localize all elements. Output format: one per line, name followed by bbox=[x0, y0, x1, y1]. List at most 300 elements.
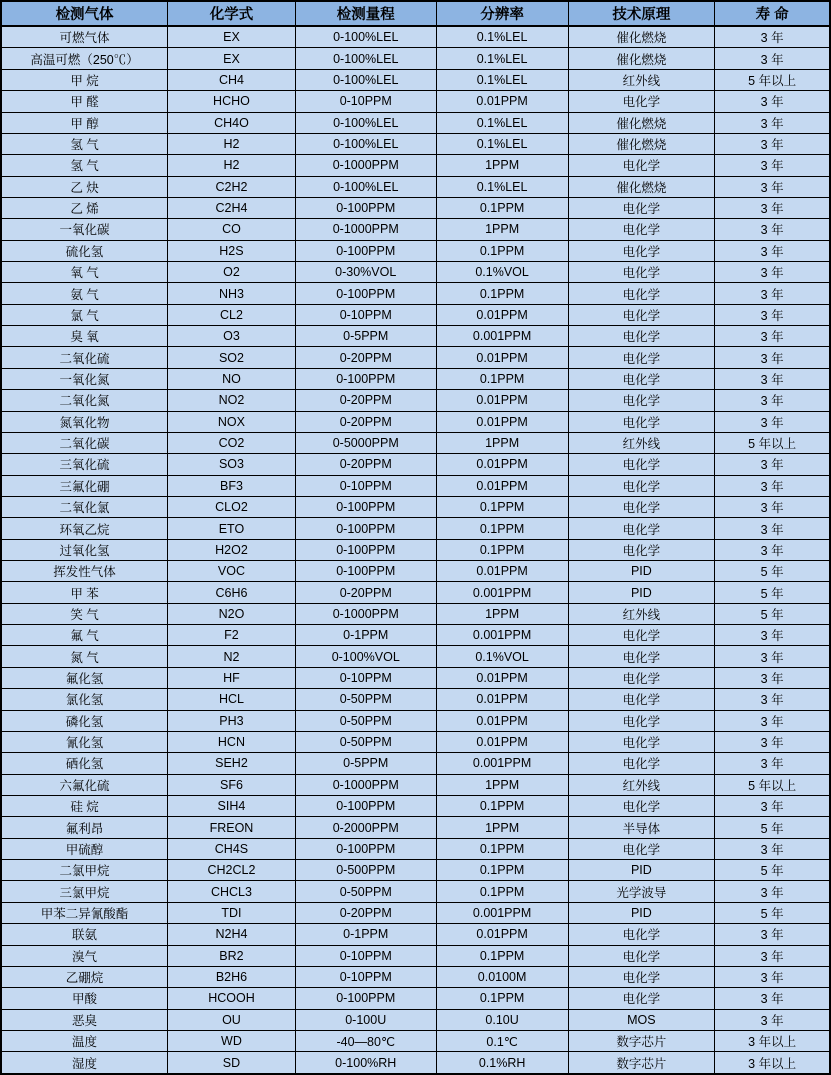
table-cell-formula: O2 bbox=[168, 262, 296, 283]
table-body bbox=[1, 26, 830, 1074]
table-cell-principle: 电化学 bbox=[568, 924, 715, 945]
table-cell-lifespan: 3 年 bbox=[715, 475, 830, 496]
table-cell-formula: VOC bbox=[168, 561, 296, 582]
table-cell-gas: 三氧化硫 bbox=[1, 454, 168, 475]
table-cell-range: 0-10PPM bbox=[295, 945, 436, 966]
table-cell-principle: 电化学 bbox=[568, 91, 715, 112]
table-cell-formula: SIH4 bbox=[168, 796, 296, 817]
table-row bbox=[1, 432, 830, 453]
table-cell-range: 0-100%VOL bbox=[295, 646, 436, 667]
table-cell-gas: 二氧化氮 bbox=[1, 390, 168, 411]
table-cell-range: 0-10PPM bbox=[295, 966, 436, 987]
table-cell-gas: 环氧乙烷 bbox=[1, 518, 168, 539]
table-cell-range: 0-1000PPM bbox=[295, 155, 436, 176]
table-cell-formula: BR2 bbox=[168, 945, 296, 966]
table-cell-range: 0-1000PPM bbox=[295, 774, 436, 795]
table-cell-resolution: 0.01PPM bbox=[436, 689, 568, 710]
table-row bbox=[1, 390, 830, 411]
table-row bbox=[1, 496, 830, 517]
table-cell-resolution: 0.01PPM bbox=[436, 561, 568, 582]
table-cell-formula: N2O bbox=[168, 603, 296, 624]
table-cell-principle: 催化燃烧 bbox=[568, 176, 715, 197]
table-cell-resolution: 0.1PPM bbox=[436, 860, 568, 881]
table-cell-gas: 氮氧化物 bbox=[1, 411, 168, 432]
table-cell-gas: 湿度 bbox=[1, 1052, 168, 1074]
table-cell-lifespan: 3 年 bbox=[715, 368, 830, 389]
table-cell-lifespan: 3 年以上 bbox=[715, 1030, 830, 1051]
table-cell-range: 0-20PPM bbox=[295, 582, 436, 603]
table-cell-range: 0-20PPM bbox=[295, 411, 436, 432]
table-cell-range: 0-1000PPM bbox=[295, 603, 436, 624]
table-row bbox=[1, 796, 830, 817]
column-header-formula: 化学式 bbox=[168, 1, 296, 26]
table-cell-gas: 甲 醛 bbox=[1, 91, 168, 112]
table-cell-range: 0-100%LEL bbox=[295, 112, 436, 133]
table-row bbox=[1, 1052, 830, 1074]
table-cell-lifespan: 3 年 bbox=[715, 26, 830, 48]
table-cell-principle: 电化学 bbox=[568, 646, 715, 667]
table-cell-resolution: 0.01PPM bbox=[436, 475, 568, 496]
table-cell-lifespan: 3 年 bbox=[715, 219, 830, 240]
table-row bbox=[1, 283, 830, 304]
table-cell-formula: H2 bbox=[168, 155, 296, 176]
table-cell-lifespan: 3 年 bbox=[715, 155, 830, 176]
table-cell-formula: SD bbox=[168, 1052, 296, 1074]
table-cell-lifespan: 3 年 bbox=[715, 753, 830, 774]
table-cell-principle: 电化学 bbox=[568, 496, 715, 517]
table-cell-lifespan: 3 年 bbox=[715, 133, 830, 154]
table-cell-resolution: 0.1%VOL bbox=[436, 646, 568, 667]
table-cell-principle: PID bbox=[568, 902, 715, 923]
table-cell-formula: CH2CL2 bbox=[168, 860, 296, 881]
table-cell-principle: 电化学 bbox=[568, 689, 715, 710]
table-cell-lifespan: 3 年 bbox=[715, 197, 830, 218]
table-cell-resolution: 0.01PPM bbox=[436, 390, 568, 411]
table-cell-resolution: 0.1PPM bbox=[436, 240, 568, 261]
table-cell-formula: C2H2 bbox=[168, 176, 296, 197]
table-cell-formula: OU bbox=[168, 1009, 296, 1030]
table-row bbox=[1, 133, 830, 154]
table-cell-principle: 电化学 bbox=[568, 390, 715, 411]
table-cell-range: 0-50PPM bbox=[295, 881, 436, 902]
table-cell-principle: 催化燃烧 bbox=[568, 48, 715, 69]
table-cell-principle: 电化学 bbox=[568, 753, 715, 774]
table-cell-gas: 温度 bbox=[1, 1030, 168, 1051]
table-cell-formula: WD bbox=[168, 1030, 296, 1051]
table-cell-range: 0-100PPM bbox=[295, 197, 436, 218]
table-cell-lifespan: 3 年 bbox=[715, 625, 830, 646]
table-cell-principle: 电化学 bbox=[568, 966, 715, 987]
table-cell-principle: 电化学 bbox=[568, 475, 715, 496]
table-cell-lifespan: 3 年 bbox=[715, 1009, 830, 1030]
table-cell-range: 0-1PPM bbox=[295, 924, 436, 945]
table-row bbox=[1, 902, 830, 923]
table-row bbox=[1, 646, 830, 667]
table-cell-lifespan: 3 年 bbox=[715, 796, 830, 817]
table-cell-principle: 电化学 bbox=[568, 945, 715, 966]
table-cell-resolution: 0.01PPM bbox=[436, 347, 568, 368]
table-cell-range: 0-100%LEL bbox=[295, 133, 436, 154]
table-cell-principle: 电化学 bbox=[568, 518, 715, 539]
table-cell-gas: 氯化氢 bbox=[1, 689, 168, 710]
table-row bbox=[1, 26, 830, 48]
table-row bbox=[1, 368, 830, 389]
table-cell-gas: 三氟化硼 bbox=[1, 475, 168, 496]
table-cell-formula: C2H4 bbox=[168, 197, 296, 218]
table-cell-gas: 乙 烯 bbox=[1, 197, 168, 218]
table-cell-gas: 氧 气 bbox=[1, 262, 168, 283]
table-cell-lifespan: 3 年 bbox=[715, 988, 830, 1009]
table-cell-resolution: 0.0100M bbox=[436, 966, 568, 987]
table-cell-lifespan: 3 年 bbox=[715, 646, 830, 667]
table-cell-formula: H2O2 bbox=[168, 539, 296, 560]
table-cell-range: 0-50PPM bbox=[295, 731, 436, 752]
table-cell-lifespan: 3 年 bbox=[715, 731, 830, 752]
table-cell-gas: 挥发性气体 bbox=[1, 561, 168, 582]
table-cell-resolution: 0.1PPM bbox=[436, 518, 568, 539]
table-cell-resolution: 0.01PPM bbox=[436, 411, 568, 432]
table-cell-formula: SO2 bbox=[168, 347, 296, 368]
table-cell-range: 0-2000PPM bbox=[295, 817, 436, 838]
table-cell-gas: 联氨 bbox=[1, 924, 168, 945]
table-cell-principle: 红外线 bbox=[568, 774, 715, 795]
table-row bbox=[1, 69, 830, 90]
table-cell-lifespan: 3 年 bbox=[715, 240, 830, 261]
table-cell-lifespan: 5 年以上 bbox=[715, 69, 830, 90]
table-cell-principle: 催化燃烧 bbox=[568, 26, 715, 48]
table-cell-resolution: 0.01PPM bbox=[436, 454, 568, 475]
table-cell-gas: 硫化氢 bbox=[1, 240, 168, 261]
table-row bbox=[1, 539, 830, 560]
table-cell-formula: NO bbox=[168, 368, 296, 389]
table-cell-principle: 电化学 bbox=[568, 347, 715, 368]
table-cell-range: 0-100U bbox=[295, 1009, 436, 1030]
table-cell-gas: 乙硼烷 bbox=[1, 966, 168, 987]
table-cell-formula: BF3 bbox=[168, 475, 296, 496]
table-cell-formula: CHCL3 bbox=[168, 881, 296, 902]
table-cell-principle: 红外线 bbox=[568, 603, 715, 624]
table-cell-formula: HCHO bbox=[168, 91, 296, 112]
table-cell-lifespan: 5 年 bbox=[715, 860, 830, 881]
table-cell-lifespan: 3 年 bbox=[715, 48, 830, 69]
table-cell-range: 0-30%VOL bbox=[295, 262, 436, 283]
table-row bbox=[1, 838, 830, 859]
table-cell-resolution: 0.1PPM bbox=[436, 197, 568, 218]
table-cell-formula: H2 bbox=[168, 133, 296, 154]
table-cell-range: 0-20PPM bbox=[295, 390, 436, 411]
table-cell-formula: NOX bbox=[168, 411, 296, 432]
table-cell-lifespan: 5 年 bbox=[715, 582, 830, 603]
table-cell-gas: 硅 烷 bbox=[1, 796, 168, 817]
table-cell-resolution: 1PPM bbox=[436, 432, 568, 453]
table-cell-principle: 电化学 bbox=[568, 411, 715, 432]
table-cell-range: 0-100PPM bbox=[295, 561, 436, 582]
table-row bbox=[1, 411, 830, 432]
table-cell-resolution: 1PPM bbox=[436, 774, 568, 795]
table-cell-formula: HCN bbox=[168, 731, 296, 752]
table-row bbox=[1, 860, 830, 881]
table-cell-formula: HCOOH bbox=[168, 988, 296, 1009]
table-cell-formula: F2 bbox=[168, 625, 296, 646]
table-cell-resolution: 0.1PPM bbox=[436, 283, 568, 304]
table-cell-range: 0-1000PPM bbox=[295, 219, 436, 240]
table-cell-resolution: 0.01PPM bbox=[436, 91, 568, 112]
table-cell-range: 0-10PPM bbox=[295, 475, 436, 496]
table-row bbox=[1, 710, 830, 731]
table-cell-formula: B2H6 bbox=[168, 966, 296, 987]
table-cell-range: 0-100%RH bbox=[295, 1052, 436, 1074]
table-cell-lifespan: 3 年 bbox=[715, 283, 830, 304]
table-cell-resolution: 0.1%VOL bbox=[436, 262, 568, 283]
table-cell-range: 0-100PPM bbox=[295, 796, 436, 817]
table-cell-resolution: 0.1PPM bbox=[436, 988, 568, 1009]
table-cell-gas: 二氧化硫 bbox=[1, 347, 168, 368]
table-cell-range: 0-20PPM bbox=[295, 902, 436, 923]
table-cell-formula: SO3 bbox=[168, 454, 296, 475]
table-cell-principle: 电化学 bbox=[568, 197, 715, 218]
table-cell-resolution: 1PPM bbox=[436, 219, 568, 240]
table-cell-lifespan: 5 年 bbox=[715, 817, 830, 838]
table-cell-principle: 电化学 bbox=[568, 539, 715, 560]
table-header bbox=[1, 1, 830, 26]
table-cell-resolution: 0.1%LEL bbox=[436, 48, 568, 69]
table-cell-formula: N2 bbox=[168, 646, 296, 667]
table-cell-resolution: 0.01PPM bbox=[436, 710, 568, 731]
table-cell-range: 0-100PPM bbox=[295, 368, 436, 389]
table-cell-resolution: 1PPM bbox=[436, 603, 568, 624]
table-cell-principle: 电化学 bbox=[568, 667, 715, 688]
header-row bbox=[1, 1, 830, 26]
table-row bbox=[1, 689, 830, 710]
table-cell-gas: 硒化氢 bbox=[1, 753, 168, 774]
table-cell-gas: 氨 气 bbox=[1, 283, 168, 304]
table-row bbox=[1, 924, 830, 945]
table-cell-principle: 电化学 bbox=[568, 155, 715, 176]
table-cell-gas: 乙 炔 bbox=[1, 176, 168, 197]
table-cell-lifespan: 3 年 bbox=[715, 924, 830, 945]
table-cell-resolution: 0.001PPM bbox=[436, 753, 568, 774]
table-cell-gas: 氮 气 bbox=[1, 646, 168, 667]
table-cell-resolution: 0.001PPM bbox=[436, 582, 568, 603]
table-cell-resolution: 1PPM bbox=[436, 155, 568, 176]
table-cell-range: 0-5PPM bbox=[295, 326, 436, 347]
table-cell-resolution: 0.1%LEL bbox=[436, 133, 568, 154]
table-row bbox=[1, 155, 830, 176]
table-cell-lifespan: 3 年 bbox=[715, 347, 830, 368]
table-cell-formula: N2H4 bbox=[168, 924, 296, 945]
table-cell-range: 0-100PPM bbox=[295, 283, 436, 304]
table-row bbox=[1, 304, 830, 325]
table-cell-lifespan: 3 年 bbox=[715, 838, 830, 859]
table-cell-principle: 电化学 bbox=[568, 710, 715, 731]
table-row bbox=[1, 988, 830, 1009]
table-cell-gas: 氟利昂 bbox=[1, 817, 168, 838]
table-row bbox=[1, 262, 830, 283]
table-cell-gas: 氯 气 bbox=[1, 304, 168, 325]
table-cell-lifespan: 3 年 bbox=[715, 518, 830, 539]
table-cell-formula: EX bbox=[168, 48, 296, 69]
table-cell-principle: 半导体 bbox=[568, 817, 715, 838]
table-cell-resolution: 0.01PPM bbox=[436, 924, 568, 945]
column-header-range: 检测量程 bbox=[295, 1, 436, 26]
table-cell-lifespan: 3 年 bbox=[715, 112, 830, 133]
table-cell-gas: 甲 苯 bbox=[1, 582, 168, 603]
table-cell-formula: CH4 bbox=[168, 69, 296, 90]
table-cell-gas: 笑 气 bbox=[1, 603, 168, 624]
table-cell-formula: CO2 bbox=[168, 432, 296, 453]
table-cell-principle: 电化学 bbox=[568, 454, 715, 475]
table-cell-lifespan: 5 年以上 bbox=[715, 774, 830, 795]
table-cell-gas: 过氧化氢 bbox=[1, 539, 168, 560]
table-row bbox=[1, 197, 830, 218]
table-cell-gas: 氰化氢 bbox=[1, 731, 168, 752]
table-row bbox=[1, 667, 830, 688]
table-cell-gas: 氟化氢 bbox=[1, 667, 168, 688]
table-cell-range: 0-20PPM bbox=[295, 454, 436, 475]
table-cell-principle: 数字芯片 bbox=[568, 1030, 715, 1051]
table-cell-resolution: 0.1PPM bbox=[436, 368, 568, 389]
table-cell-gas: 三氯甲烷 bbox=[1, 881, 168, 902]
table-row bbox=[1, 625, 830, 646]
table-cell-resolution: 0.001PPM bbox=[436, 326, 568, 347]
table-cell-resolution: 0.10U bbox=[436, 1009, 568, 1030]
table-cell-principle: PID bbox=[568, 582, 715, 603]
table-cell-resolution: 0.1PPM bbox=[436, 796, 568, 817]
table-cell-range: 0-20PPM bbox=[295, 347, 436, 368]
table-cell-range: 0-100%LEL bbox=[295, 26, 436, 48]
table-cell-formula: CL2 bbox=[168, 304, 296, 325]
table-cell-formula: CLO2 bbox=[168, 496, 296, 517]
table-cell-principle: PID bbox=[568, 561, 715, 582]
table-cell-formula: O3 bbox=[168, 326, 296, 347]
table-cell-range: 0-5PPM bbox=[295, 753, 436, 774]
table-cell-principle: 电化学 bbox=[568, 796, 715, 817]
table-cell-principle: 电化学 bbox=[568, 988, 715, 1009]
table-cell-principle: 电化学 bbox=[568, 283, 715, 304]
table-cell-range: 0-10PPM bbox=[295, 91, 436, 112]
table-cell-resolution: 0.01PPM bbox=[436, 304, 568, 325]
table-cell-gas: 恶臭 bbox=[1, 1009, 168, 1030]
table-cell-formula: EX bbox=[168, 26, 296, 48]
table-cell-gas: 甲 醇 bbox=[1, 112, 168, 133]
table-row bbox=[1, 731, 830, 752]
table-row bbox=[1, 48, 830, 69]
table-cell-lifespan: 3 年 bbox=[715, 966, 830, 987]
table-cell-resolution: 0.1%LEL bbox=[436, 69, 568, 90]
table-cell-lifespan: 3 年 bbox=[715, 454, 830, 475]
table-cell-range: 0-10PPM bbox=[295, 304, 436, 325]
table-cell-lifespan: 3 年 bbox=[715, 304, 830, 325]
table-cell-resolution: 0.1%LEL bbox=[436, 176, 568, 197]
table-cell-resolution: 0.01PPM bbox=[436, 667, 568, 688]
table-cell-range: 0-100%LEL bbox=[295, 69, 436, 90]
table-cell-lifespan: 3 年 bbox=[715, 689, 830, 710]
table-cell-gas: 一氧化氮 bbox=[1, 368, 168, 389]
table-cell-formula: FREON bbox=[168, 817, 296, 838]
table-row bbox=[1, 1030, 830, 1051]
table-cell-principle: 催化燃烧 bbox=[568, 133, 715, 154]
table-cell-formula: TDI bbox=[168, 902, 296, 923]
table-row bbox=[1, 176, 830, 197]
table-cell-formula: SEH2 bbox=[168, 753, 296, 774]
table-row bbox=[1, 240, 830, 261]
table-cell-range: 0-1PPM bbox=[295, 625, 436, 646]
table-cell-lifespan: 3 年 bbox=[715, 496, 830, 517]
table-cell-resolution: 0.1PPM bbox=[436, 496, 568, 517]
table-cell-lifespan: 3 年 bbox=[715, 390, 830, 411]
table-cell-formula: CH4S bbox=[168, 838, 296, 859]
table-cell-gas: 氢 气 bbox=[1, 155, 168, 176]
table-row bbox=[1, 112, 830, 133]
table-cell-lifespan: 3 年 bbox=[715, 881, 830, 902]
table-cell-formula: PH3 bbox=[168, 710, 296, 731]
table-row bbox=[1, 561, 830, 582]
table-cell-gas: 氢 气 bbox=[1, 133, 168, 154]
table-cell-gas: 可燃气体 bbox=[1, 26, 168, 48]
table-cell-principle: 催化燃烧 bbox=[568, 112, 715, 133]
column-header-principle: 技术原理 bbox=[568, 1, 715, 26]
table-cell-principle: 电化学 bbox=[568, 304, 715, 325]
table-cell-range: 0-100PPM bbox=[295, 838, 436, 859]
table-cell-lifespan: 3 年 bbox=[715, 710, 830, 731]
table-cell-principle: 电化学 bbox=[568, 731, 715, 752]
table-cell-resolution: 0.001PPM bbox=[436, 902, 568, 923]
table-cell-gas: 高温可燃（250℃） bbox=[1, 48, 168, 69]
table-row bbox=[1, 774, 830, 795]
table-cell-principle: 光学波导 bbox=[568, 881, 715, 902]
column-header-lifespan: 寿 命 bbox=[715, 1, 830, 26]
table-cell-gas: 一氧化碳 bbox=[1, 219, 168, 240]
table-cell-lifespan: 3 年 bbox=[715, 411, 830, 432]
table-cell-principle: 电化学 bbox=[568, 326, 715, 347]
table-cell-resolution: 0.1%RH bbox=[436, 1052, 568, 1074]
table-cell-gas: 甲 烷 bbox=[1, 69, 168, 90]
table-cell-resolution: 0.1℃ bbox=[436, 1030, 568, 1051]
table-cell-lifespan: 3 年 bbox=[715, 326, 830, 347]
table-row bbox=[1, 881, 830, 902]
table-cell-lifespan: 3 年 bbox=[715, 91, 830, 112]
table-cell-formula: NH3 bbox=[168, 283, 296, 304]
table-cell-gas: 氟 气 bbox=[1, 625, 168, 646]
table-cell-gas: 臭 氧 bbox=[1, 326, 168, 347]
table-cell-gas: 二氯甲烷 bbox=[1, 860, 168, 881]
table-cell-principle: 红外线 bbox=[568, 432, 715, 453]
table-cell-range: 0-100%LEL bbox=[295, 176, 436, 197]
table-cell-range: 0-5000PPM bbox=[295, 432, 436, 453]
table-cell-principle: 电化学 bbox=[568, 368, 715, 389]
table-row bbox=[1, 91, 830, 112]
table-cell-range: 0-100PPM bbox=[295, 240, 436, 261]
table-cell-resolution: 0.1PPM bbox=[436, 539, 568, 560]
table-cell-range: -40—80℃ bbox=[295, 1030, 436, 1051]
table-cell-formula: C6H6 bbox=[168, 582, 296, 603]
table-cell-resolution: 0.1PPM bbox=[436, 838, 568, 859]
table-cell-formula: CH4O bbox=[168, 112, 296, 133]
table-cell-range: 0-100PPM bbox=[295, 988, 436, 1009]
table-cell-lifespan: 3 年 bbox=[715, 262, 830, 283]
table-row bbox=[1, 326, 830, 347]
table-cell-resolution: 0.001PPM bbox=[436, 625, 568, 646]
table-cell-gas: 甲酸 bbox=[1, 988, 168, 1009]
table-cell-resolution: 0.1PPM bbox=[436, 881, 568, 902]
table-cell-formula: HF bbox=[168, 667, 296, 688]
table-row bbox=[1, 603, 830, 624]
table-cell-lifespan: 3 年 bbox=[715, 945, 830, 966]
table-cell-resolution: 0.1%LEL bbox=[436, 26, 568, 48]
table-cell-resolution: 0.01PPM bbox=[436, 731, 568, 752]
table-cell-formula: H2S bbox=[168, 240, 296, 261]
table-cell-principle: PID bbox=[568, 860, 715, 881]
